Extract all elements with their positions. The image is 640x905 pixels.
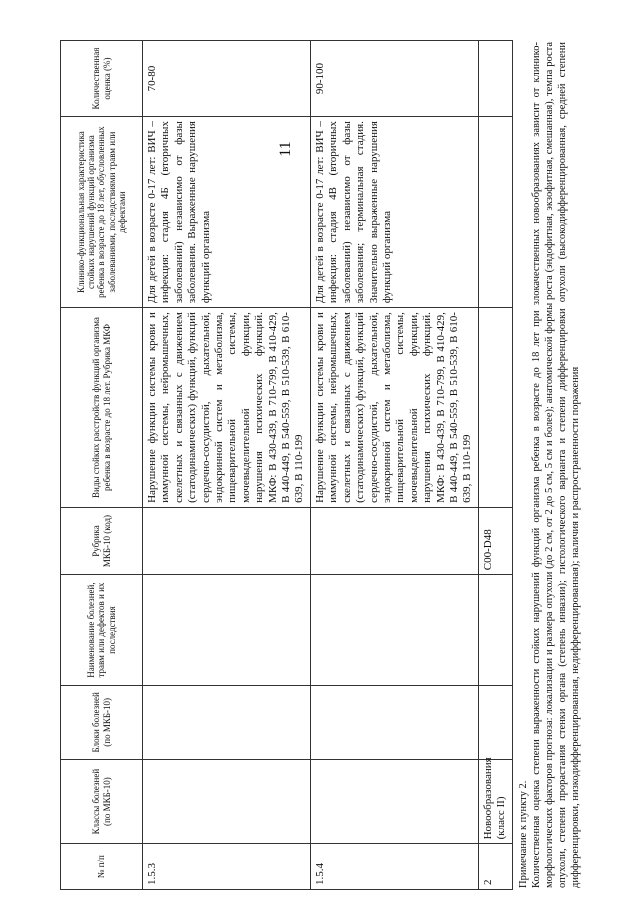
header-characteristic: Клинико-функциональная характеристика стойких нарушений функций организма ребенка в возрасте до 18 лет, обусловленных заболеваниями, последствиями травм или дефектами bbox=[61, 117, 143, 308]
header-block: Блоки болезней (по МКБ-10) bbox=[61, 685, 143, 759]
page-number: 11 bbox=[277, 141, 294, 157]
rotated-sheet bbox=[60, 40, 582, 890]
header-score: Количественная оценка (%) bbox=[61, 41, 143, 117]
row-code: C00-D48 bbox=[479, 507, 513, 574]
table-row bbox=[143, 41, 311, 890]
row-name bbox=[311, 575, 479, 686]
note-text: Количественная оценка степени выраженности стойких нарушений функций организма ребенка в возрасте до 18 лет при злокачественных новообразованиях зависит от клинико-морфологических факторов прогноза: локализации и размера опухоли (до 2 см, от 2 до 5 см, 5 см и более); анатомической формы роста (эндофитная, экзофитная, смешанная), темпа роста опухоли, степени прорастания стенки органа (степень инвазии); гистологического варианта и степени дифференцировки опухоли (высокодифференцированная, средней степени дифференцировки, низкодифференцированная, недифференцированная); наличия и распространенности поражения bbox=[530, 42, 582, 888]
row-code bbox=[143, 507, 311, 574]
header-class: Классы болезней (по МКБ-10) bbox=[61, 759, 143, 844]
note-title: Примечание к пункту 2. bbox=[517, 780, 529, 888]
header-code: Рубрика МКБ-10 (код) bbox=[61, 507, 143, 574]
table-header-row bbox=[61, 41, 143, 890]
row-num: 2 bbox=[479, 844, 513, 890]
row-class bbox=[311, 759, 479, 844]
row-block bbox=[143, 685, 311, 759]
row-block bbox=[479, 685, 513, 759]
header-functions: Виды стойких расстройств функций организма ребенка в возрасте до 18 лет. Рубрика МКФ bbox=[61, 308, 143, 508]
row-block bbox=[311, 685, 479, 759]
row-class: Новообразования (класс II) bbox=[479, 759, 513, 844]
row-score: 90-100 bbox=[311, 41, 479, 117]
row-class bbox=[143, 759, 311, 844]
row-characteristic: Для детей в возрасте 0-17 лет: ВИЧ – инфекция: стадия 4В (вторичных заболеваний) независимо от фазы заболевания; терминальная стадия. Значительно выраженные нарушения функций организма bbox=[311, 117, 479, 308]
header-name: Наименование болезней, травм или дефектов и их последствия bbox=[61, 575, 143, 686]
row-functions bbox=[479, 308, 513, 508]
row-score bbox=[479, 41, 513, 117]
row-name bbox=[479, 575, 513, 686]
row-characteristic bbox=[479, 117, 513, 308]
row-functions: Нарушение функции системы крови и иммунной системы, нейромышечных, скелетных и связанных с движением (статодинамических) функций, функций сердечно-сосудистой, дыхательной, эндокринной систем и метаболизма, пищеварительной системы, мочевыделительной функции, нарушения психических функций. МКФ: В 430-439, В 710-799, В 410-429, В 440-449, В 540-559, В 510-539, В 610-639, В 110-199 bbox=[311, 308, 479, 508]
row-name bbox=[143, 575, 311, 686]
table-row bbox=[311, 41, 479, 890]
row-num: 1.5.3 bbox=[143, 844, 311, 890]
table-row bbox=[479, 41, 513, 890]
note-block bbox=[517, 40, 583, 890]
disability-table bbox=[60, 40, 513, 890]
row-score: 70-80 bbox=[143, 41, 311, 117]
row-num: 1.5.4 bbox=[311, 844, 479, 890]
row-code bbox=[311, 507, 479, 574]
row-characteristic: Для детей в возрасте 0-17 лет: ВИЧ – инфекция: стадия 4Б (вторичных заболеваний) независимо от фазы заболевания. Выраженные нарушения функций организма bbox=[143, 117, 311, 308]
row-functions: Нарушение функции системы крови и иммунной системы, нейромышечных, скелетных и связанных с движением (статодинамических) функций, функций сердечно-сосудистой, дыхательной, эндокринной систем и метаболизма, пищеварительной системы, мочевыделительной функции, нарушения психических функций. МКФ: В 430-439, В 710-799, В 410-429, В 440-449, В 540-559, В 510-539, В 610-639, В 110-199 bbox=[143, 308, 311, 508]
header-num: № п/п bbox=[61, 844, 143, 890]
